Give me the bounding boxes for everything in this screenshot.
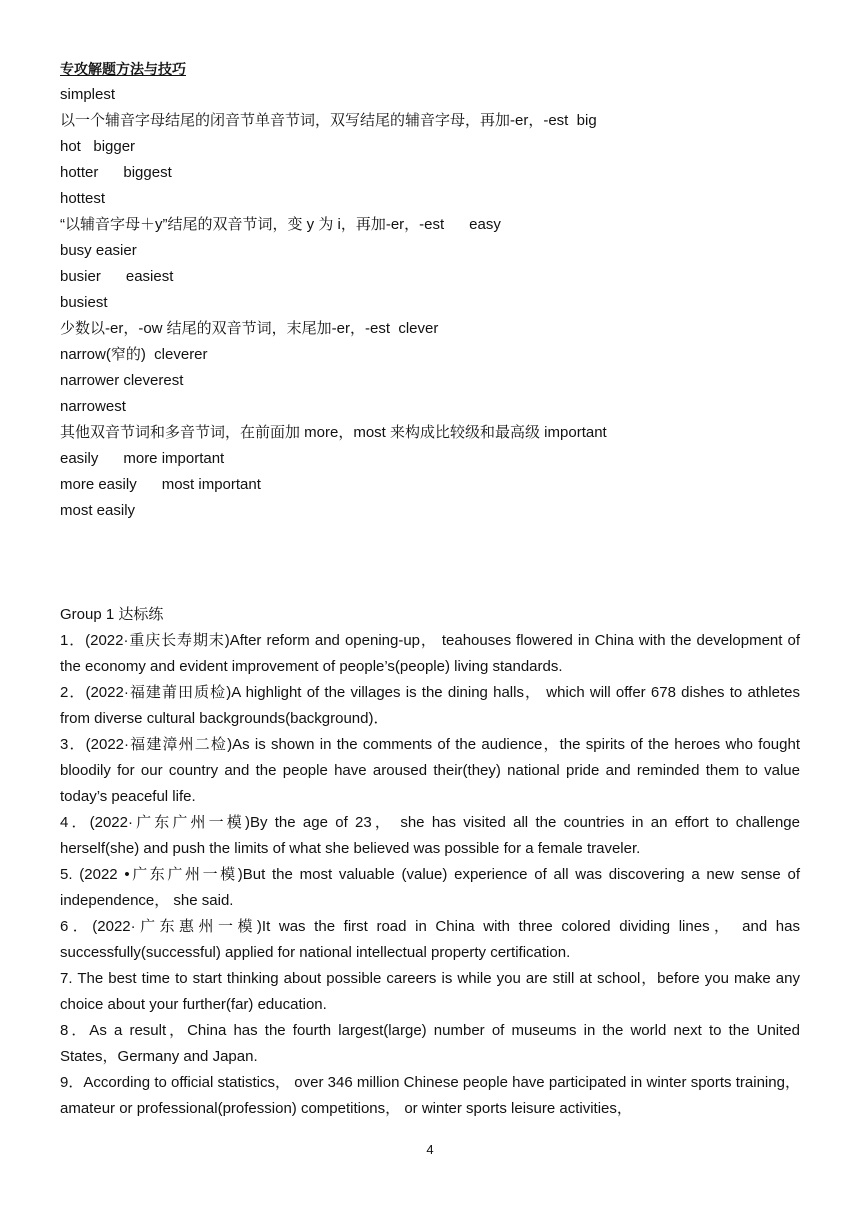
exercise-item: 7. The best time to start thinking about possible careers is while you are still at school，before you make any choice about your further(far) education. bbox=[60, 970, 800, 1013]
text-line: hotter biggest bbox=[60, 164, 172, 181]
exercise-item: 9．According to official statistics， over 346 million Chinese people have participated in winter sports training， amateur or professional(profession) competitions， or winter sports leisure activities， bbox=[60, 1074, 800, 1117]
text-line: narrower cleverest bbox=[60, 372, 184, 389]
text-line: 以一个辅音字母结尾的闭音节单音节词，双写结尾的辅音字母，再加-er，-est big bbox=[60, 112, 597, 129]
text-line: hottest bbox=[60, 190, 106, 207]
text-line: narrowest bbox=[60, 398, 126, 415]
text-line: narrow(窄的) cleverer bbox=[60, 346, 208, 363]
text-line: “以辅音字母＋y”结尾的双音节词，变 y 为 i，再加-er，-est easy bbox=[60, 216, 501, 233]
text-line: 少数以-er，-ow 结尾的双音节词，末尾加-er，-est clever bbox=[60, 320, 439, 337]
text-line: easily more important bbox=[60, 450, 225, 467]
text-line: hot bigger bbox=[60, 138, 136, 155]
text-line: most easily bbox=[60, 502, 136, 519]
exercise-item: 4．(2022·广东广州一模)By the age of 23， she has visited all the countries in an effort to challenge herself(she) and push the limits of what she believed was possible for a female traveler. bbox=[60, 814, 800, 857]
page-number: 4 bbox=[426, 1142, 434, 1157]
exercise-item: 6．(2022·广东惠州一模)It was the first road in China with three colored dividing lines， and has successfully(successful) applied for national intellectual property certification. bbox=[60, 918, 800, 961]
exercise-item: 8．As a result，China has the fourth largest(large) number of museums in the world next to the United States，Germany and Japan. bbox=[60, 1022, 800, 1065]
exercise-item: 1．(2022·重庆长寿期末)After reform and opening-up， teahouses flowered in China with the development of the economy and evident improvement of people’s(people) living standards. bbox=[60, 632, 800, 675]
text-line: busier easiest bbox=[60, 268, 174, 285]
text-line: more easily most important bbox=[60, 476, 261, 493]
exercise-item: 5. (2022 •广东广州一模)But the most valuable (value) experience of all was discovering a new sense of independence， she said. bbox=[60, 866, 800, 909]
section-spacer bbox=[60, 524, 800, 602]
group-title: Group 1 达标练 bbox=[60, 606, 164, 623]
exercise-item: 3．(2022·福建漳州二检)As is shown in the comments of the audience，the spirits of the heroes who fought bloodily for our country and the people have aroused their(they) national pride and reminded them to value today’s peaceful life. bbox=[60, 736, 800, 805]
text-line: 其他双音节词和多音节词，在前面加 more，most 来构成比较级和最高级 important bbox=[60, 424, 607, 441]
section-heading: 专攻解题方法与技巧 bbox=[60, 61, 186, 77]
text-line: busy easier bbox=[60, 242, 137, 259]
document-page bbox=[60, 56, 800, 1122]
text-line: busiest bbox=[60, 294, 108, 311]
text-line: simplest bbox=[60, 86, 116, 103]
exercise-item: 2．(2022·福建莆田质检)A highlight of the villages is the dining halls， which will offer 678 dishes to athletes from diverse cultural backgrounds(background)． bbox=[60, 684, 800, 727]
